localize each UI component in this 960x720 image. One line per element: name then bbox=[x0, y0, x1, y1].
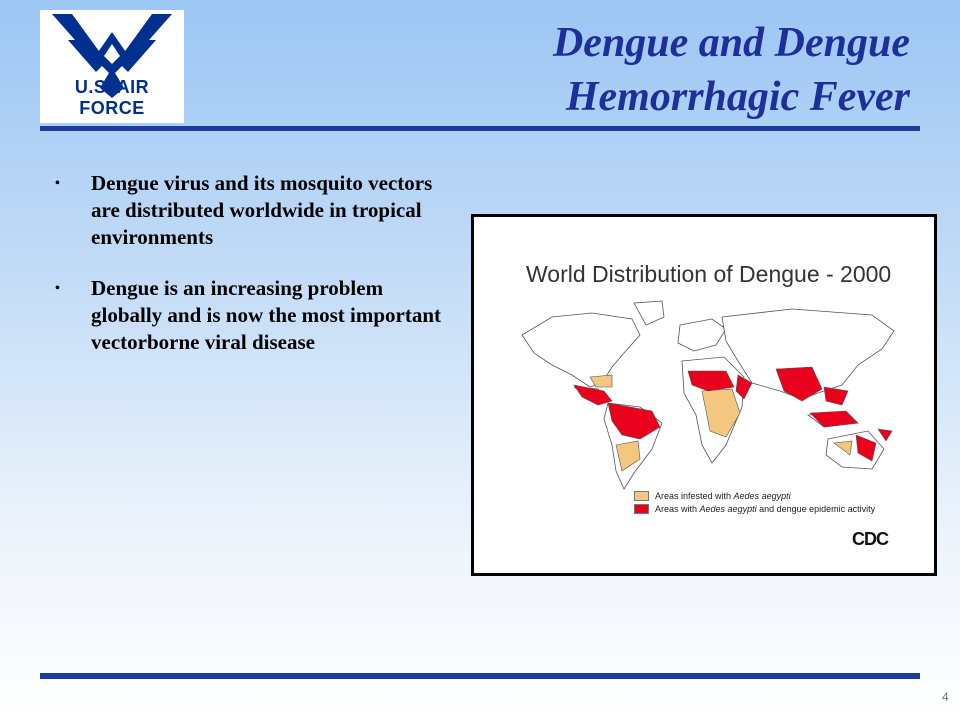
bottom-divider bbox=[40, 673, 920, 679]
title-line-2: Hemorrhagic Fever bbox=[565, 74, 910, 120]
us-air-force-logo bbox=[40, 10, 184, 123]
bullet-list bbox=[55, 170, 455, 380]
slide-title bbox=[553, 16, 910, 124]
map-title: World Distribution of Dengue - 2000 bbox=[526, 261, 892, 287]
logo-text: U.S. AIR FORCE bbox=[74, 77, 150, 118]
top-divider bbox=[40, 126, 920, 131]
bullet-item: • Dengue is an increasing problem globally and is now the most important vectorborne viral disease bbox=[55, 275, 455, 356]
legend-swatch-epidemic bbox=[634, 504, 649, 514]
title-line-1: Dengue and Dengue bbox=[552, 20, 910, 66]
legend-label-infested: Areas infested with Aedes aegypti bbox=[655, 491, 791, 501]
world-map-icon bbox=[512, 295, 912, 495]
bullet-item: • Dengue virus and its mosquito vectors are distributed worldwide in tropical environments bbox=[55, 170, 455, 251]
cdc-logo: CDC bbox=[852, 529, 888, 549]
page-number: 4 bbox=[942, 690, 949, 704]
dengue-map-figure bbox=[471, 214, 937, 576]
legend-label-epidemic: Areas with Aedes aegypti and dengue epidemic activity bbox=[655, 504, 876, 514]
legend-item-epidemic bbox=[634, 504, 875, 514]
map-legend bbox=[634, 491, 875, 517]
legend-item-infested bbox=[634, 491, 875, 501]
legend-swatch-infested bbox=[634, 491, 649, 501]
